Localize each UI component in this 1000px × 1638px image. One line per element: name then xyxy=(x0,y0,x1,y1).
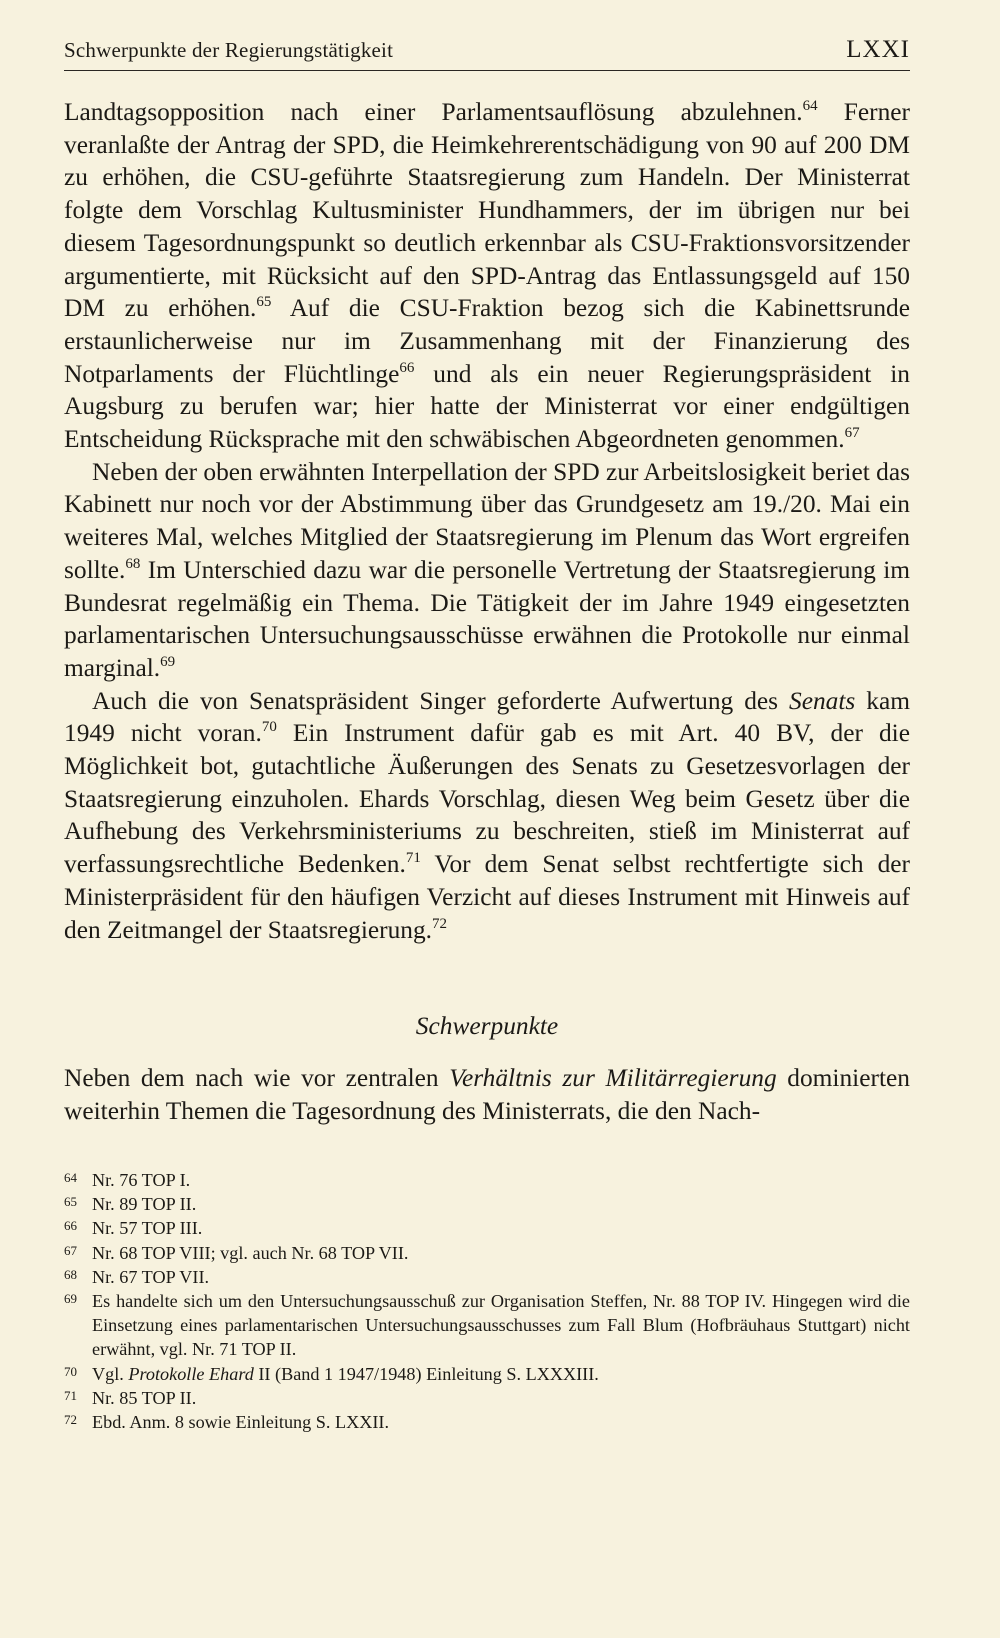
footnote-ref-66: 66 xyxy=(399,359,415,376)
paragraph-2 xyxy=(64,456,910,685)
footnote-text: Nr. 85 TOP II. xyxy=(92,1387,197,1408)
paragraph-1 xyxy=(64,96,910,456)
footnote-number: 66 xyxy=(64,1218,77,1234)
text-run: dominierten weiterhin Themen die Tagesordnung des Ministerrats, die den Nach- xyxy=(64,1064,910,1125)
footnote-text xyxy=(92,1362,910,1386)
text-run: und als ein neuer Regierungspräsident in Augsburg zu berufen war; hier hatte der Ministerrat vor einer endgültigen Entscheidung Rücksprache mit den schwäbischen Abgeordneten genommen. xyxy=(64,359,911,454)
text-run: Im Unterschied dazu war die personelle Vertretung der Staatsregierung im Bundesrat regelmäßig ein Thema. Die Tätigkeit der im Jahre 1949 eingesetzten parlamentarischen Untersuchungsausschüsse erwähnen die Protokolle nur einmal marginal. xyxy=(64,555,910,682)
text-run: II (Band 1 1947/1948) Einleitung S. LXXXIII. xyxy=(253,1363,599,1384)
footnote-text: Nr. 76 TOP I. xyxy=(92,1170,191,1190)
footnote-ref-70: 70 xyxy=(261,719,277,736)
footnote-number: 64 xyxy=(64,1170,77,1185)
footnote xyxy=(64,1168,910,1192)
footnote xyxy=(64,1289,910,1362)
footnote-ref-68: 68 xyxy=(125,555,141,572)
text-run: Vor dem Senat selbst rechtfertigte sich der Ministerpräsident für den häufigen Verzicht auf dieses Instrument mit Hinweis auf den Zeitmangel der Staatsregierung. xyxy=(64,850,910,944)
footnote-ref-67: 67 xyxy=(844,425,860,442)
paragraph-3 xyxy=(64,685,910,947)
footnote xyxy=(64,1192,910,1216)
italic-term: Verhältnis zur Militärregierung xyxy=(449,1064,777,1092)
page-number: LXXI xyxy=(846,36,910,63)
footnote-text: Nr. 57 TOP III. xyxy=(92,1218,203,1239)
italic-term: Protokolle Ehard xyxy=(128,1363,254,1384)
footnote-text: Nr. 89 TOP II. xyxy=(92,1194,197,1215)
section-paragraph xyxy=(64,1062,910,1127)
footnote xyxy=(64,1410,910,1434)
footnote xyxy=(64,1386,910,1410)
footnote-ref-69: 69 xyxy=(160,653,176,670)
section-text xyxy=(64,1062,910,1127)
main-text xyxy=(64,96,910,946)
footnote-number: 71 xyxy=(64,1387,77,1403)
footnote-number: 65 xyxy=(64,1194,77,1210)
footnote-ref-65: 65 xyxy=(256,294,272,311)
text-run: Ferner veranlaßte der Antrag der SPD, die Heimkehrerentschädigung von 90 auf 200 DM zu erhöhen, die CSU-geführte Staatsregierung zum Handeln. Der Ministerrat folgte dem Vorschlag Kultusminister Hundhammers, der im übrigen nur bei diesem Tagesordnungspunkt so deutlich erkennbar als CSU-Fraktionsvorsitzender argumentierte, mit Rücksicht auf den SPD-Antrag das Entlassungsgeld auf 150 DM zu erhöhen. xyxy=(64,98,910,323)
section-heading: Schwerpunkte xyxy=(415,1012,559,1040)
footnote-number: 68 xyxy=(64,1266,77,1282)
footnote-text: Nr. 67 TOP VII. xyxy=(92,1266,210,1287)
footnote-ref-72: 72 xyxy=(432,915,448,932)
text-run: Neben der oben erwähnten Interpellation der SPD zur Arbeitslosigkeit beriet das Kabinett nur noch vor der Abstimmung über das Grundgesetz am 19./20. Mai ein weiteres Mal, welches Mitglied der Staatsregierung im Plenum das Wort ergreifen sollte. xyxy=(64,457,910,584)
footnote-text: Es handelte sich um den Untersuchungsausschuß zur Organisation Steffen, Nr. 88 TOP IV. Hingegen wird die Einsetzung eines parlamentarischen Untersuchungsausschusses zum Fall Blum (Hofbräuhaus Stuttgart) nicht erwähnt, vgl. Nr. 71 TOP II. xyxy=(92,1291,910,1360)
footnote-ref-64: 64 xyxy=(802,98,818,114)
footnote xyxy=(64,1362,910,1386)
footnote xyxy=(64,1265,910,1289)
text-run: Vgl. xyxy=(92,1363,129,1384)
footnote-ref-71: 71 xyxy=(405,850,421,867)
text-run: Landtagsopposition nach einer Parlamentsauflösung abzulehnen. xyxy=(64,98,803,126)
text-run: Auch die von Senatspräsident Singer geforderte Aufwertung des xyxy=(92,686,790,715)
footnote-number: 67 xyxy=(64,1242,77,1258)
page-header xyxy=(64,36,910,71)
footnote-number: 69 xyxy=(64,1291,77,1307)
text-run: Ein Instrument dafür gab es mit Art. 40 BV, der die Möglichkeit bot, gutachtliche Äußerungen des Senats zu Gesetzesvorlagen der Staatsregierung einzuholen. Ehards Vorschlag, diesen Weg beim Gesetz über die Aufhebung des Verkehrsministeriums zu beschreiten, stieß im Ministerrat auf verfassungsrechtliche Bedenken. xyxy=(64,719,911,879)
footnote-text: Nr. 68 TOP VIII; vgl. auch Nr. 68 TOP VII. xyxy=(92,1242,409,1263)
footnote xyxy=(64,1241,910,1265)
footnotes xyxy=(64,1168,910,1434)
footnote-number: 70 xyxy=(64,1363,77,1379)
footnote-number: 72 xyxy=(64,1412,77,1428)
text-run: Neben dem nach wie vor zentralen xyxy=(64,1064,450,1092)
footnote-text: Ebd. Anm. 8 sowie Einleitung S. LXXII. xyxy=(92,1412,390,1433)
text-run: kam 1949 nicht voran. xyxy=(64,686,911,748)
running-head: Schwerpunkte der Regierungstätigkeit xyxy=(64,38,394,62)
footnote xyxy=(64,1216,910,1240)
italic-term: Senats xyxy=(789,686,856,715)
text-run: Auf die CSU-Fraktion bezog sich die Kabinettsrunde erstaunlicherweise nur im Zusammenhang mit der Finanzierung des Notparlaments der Flüchtlinge xyxy=(64,294,911,388)
